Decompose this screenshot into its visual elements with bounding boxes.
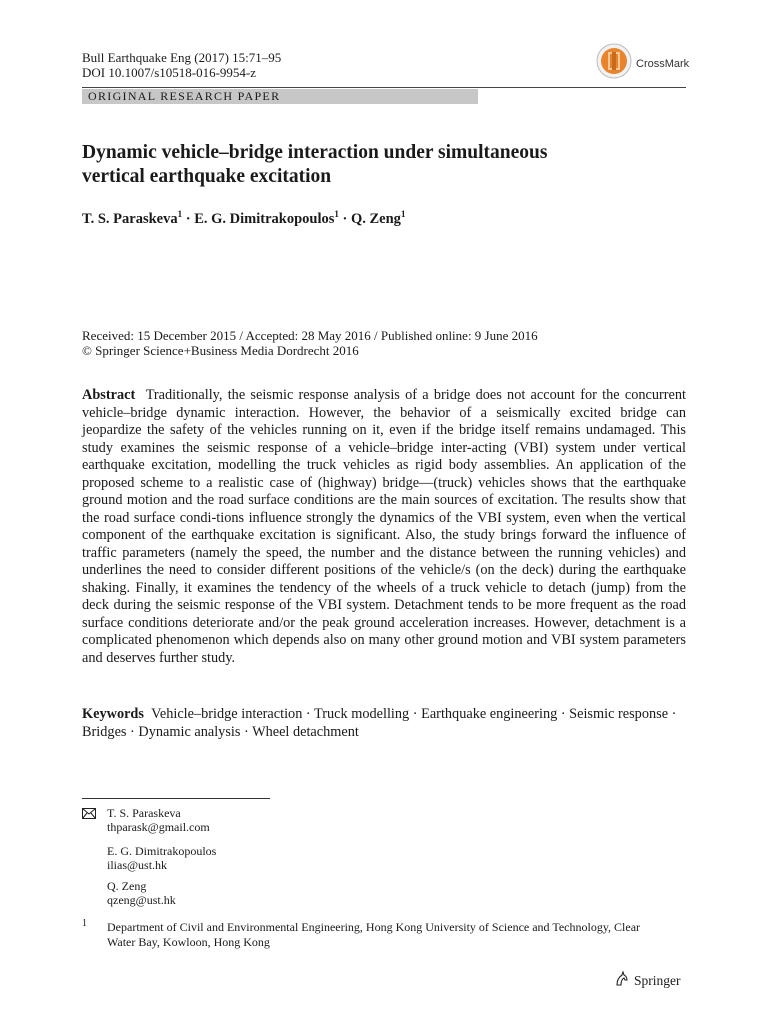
affiliation-name: T. S. Paraskeva — [107, 806, 181, 820]
copyright-notice: © Springer Science+Business Media Dordrecht 2016 — [82, 343, 359, 358]
publisher-name: Springer — [634, 973, 681, 988]
abstract-text: Traditionally, the seismic response analysis of a bridge does not account for the concurrent vehicle–bridge dynamic interaction. However, the behavior of a seismically excited bridge can jeopardize the safety of the vehicles running on it, even if the bridge itself remains undamaged. This study examines the seismic response of a vehicle–bridge inter-acting (VBI) system under vertical earthquake excitation, modelling the truck vehicles as rigid body assemblies. An application of the proposed scheme to a realistic case of (highway) bridge—(truck) vehicles shows that the earthquake ground motion and the road surface conditions are the main sources of excitation. The results show that the road surface condi-tions influence strongly the dynamics of the VBI system, even when the vertical component of the earthquake excitation is significant. Also, the study brings forward the influence of traffic parameters (namely the speed, the number and the distance between the running vehicles) and underlines the need to consider different positions of the vehicle/s (on the deck) during the earthquake shaking. Finally, it examines the tendency of the wheels of a truck vehicle to detach (jump) from the deck during the seismic response of the VBI system. Detachment tends to be more frequent as the road surface conditions deteriorate and/or the peak ground acceleration increases. However, detachment is a complicated phenomenon which depends also on many other ground motion and VBI system parameters and deserves further study. — [82, 387, 686, 666]
author-affiliation-mark: 1 — [177, 209, 183, 219]
author-separator: · — [182, 210, 195, 227]
title-line: Dynamic vehicle–bridge interaction under simultaneous — [82, 142, 548, 163]
author-separator: · — [338, 210, 351, 227]
doi[interactable]: DOI 10.1007/s10518-016-9954-z — [82, 65, 257, 80]
keywords-label: Keywords — [82, 706, 144, 722]
author-list — [82, 209, 405, 228]
crossmark-badge[interactable] — [596, 43, 689, 84]
crossmark-icon — [596, 43, 632, 84]
title-line: vertical earthquake excitation — [82, 166, 332, 187]
header-rule — [82, 87, 686, 88]
author-contact — [107, 879, 176, 907]
author-affiliation-mark: 1 — [334, 209, 339, 219]
affiliation-name: E. G. Dimitrakopoulos — [107, 844, 217, 858]
abstract — [82, 387, 686, 667]
footnote-text: Department of Civil and Environmental Engineering, Hong Kong University of Science and Technology, Clear Water Bay, Kowloon, Hong Kong — [107, 920, 641, 949]
footnote-rule — [82, 798, 270, 799]
keywords-text: Vehicle–bridge interaction · Truck modelling · Earthquake engineering · Seismic response · Bridges · Dynamic analysis · Wheel detachment — [82, 706, 677, 740]
publisher-logo — [614, 971, 681, 991]
author-name[interactable]: Q. Zeng — [350, 210, 401, 227]
author-name[interactable]: E. G. Dimitrakopoulos — [194, 210, 335, 227]
springer-horse-icon — [614, 971, 630, 991]
abstract-label: Abstract — [82, 387, 136, 403]
corresponding-author — [107, 806, 210, 834]
publication-dates: Received: 15 December 2015 / Accepted: 28 May 2016 / Published online: 9 June 2016 — [82, 328, 538, 343]
crossmark-label: CrossMark — [636, 57, 690, 70]
affiliation-name: Q. Zeng — [107, 879, 147, 893]
keywords — [82, 706, 686, 741]
mail-icon — [82, 806, 96, 824]
paper-type-banner: ORIGINAL RESEARCH PAPER — [82, 89, 478, 104]
footnote-number: 1 — [82, 918, 87, 929]
affiliation-email[interactable]: ilias@ust.hk — [107, 858, 168, 872]
paper-title — [82, 141, 682, 189]
author-contact — [107, 844, 216, 872]
author-name[interactable]: T. S. Paraskeva — [82, 210, 178, 227]
affiliation-email[interactable]: qzeng@ust.hk — [107, 893, 176, 907]
affiliation-email[interactable]: thparask@gmail.com — [107, 820, 210, 834]
author-affiliation-mark: 1 — [400, 209, 406, 219]
journal-reference: Bull Earthquake Eng (2017) 15:71–95 — [82, 50, 282, 65]
